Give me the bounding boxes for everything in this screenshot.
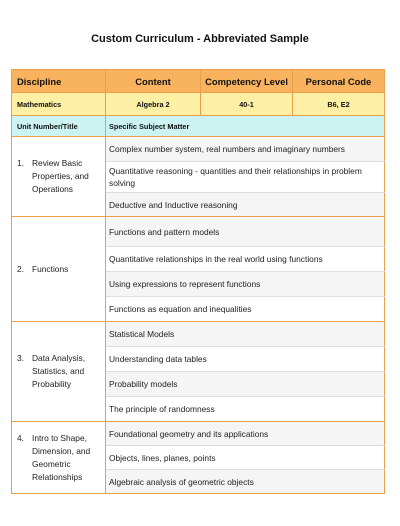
subject-cell: Understanding data tables (106, 347, 385, 372)
subheader-subject: Specific Subject Matter (106, 116, 385, 137)
subject-cell: Complex number system, real numbers and imaginary numbers (106, 137, 385, 162)
unit-number: 1. (17, 158, 24, 168)
unit-cell (12, 217, 106, 322)
subject-cell: Functions and pattern models (106, 217, 385, 247)
subject-cell: Foundational geometry and its applications (106, 422, 385, 446)
curriculum-table (11, 69, 385, 494)
unit-number: 2. (17, 263, 24, 274)
subject-cell: Algebraic analysis of geometric objects (106, 470, 385, 494)
subject-cell: Probability models (106, 372, 385, 397)
header-personal-code: Personal Code (293, 70, 385, 93)
subject-cell: Objects, lines, planes, points (106, 446, 385, 470)
subject-cell: Quantitative relationships in the real world using functions (106, 247, 385, 272)
subject-cell: Statistical Models (106, 322, 385, 347)
table-row (12, 422, 385, 446)
subject-cell: Using expressions to represent functions (106, 272, 385, 297)
header-content: Content (106, 70, 201, 93)
table-row (12, 322, 385, 347)
unit-cell (12, 137, 106, 217)
subheader-row (12, 116, 385, 137)
unit-number: 3. (17, 353, 24, 363)
subject-cell: Deductive and Inductive reasoning (106, 193, 385, 217)
table-row (12, 137, 385, 162)
unit-cell (12, 322, 106, 422)
unit-title: Functions (32, 263, 69, 274)
subject-cell: The principle of randomness (106, 397, 385, 422)
header-competency-level: Competency Level (201, 70, 293, 93)
value-content: Algebra 2 (106, 93, 201, 116)
unit-cell (12, 422, 106, 494)
table-row (12, 217, 385, 247)
unit-title: Review Basic Properties, and Operations (32, 158, 89, 194)
values-row (12, 93, 385, 116)
subject-cell: Functions as equation and inequalities (106, 297, 385, 322)
subject-cell: Quantitative reasoning - quantities and their relationships in problem solving (106, 162, 385, 193)
subheader-unit: Unit Number/Title (12, 116, 106, 137)
header-discipline: Discipline (12, 70, 106, 93)
unit-number: 4. (17, 432, 24, 443)
unit-title: Intro to Shape, Dimension, and Geometric Relationships (32, 432, 91, 482)
header-row (12, 70, 385, 93)
unit-title: Data Analysis, Statistics, and Probability (32, 353, 86, 389)
value-discipline: Mathematics (12, 93, 106, 116)
value-personal-code: B6, E2 (293, 93, 385, 116)
page-title: Custom Curriculum - Abbreviated Sample (91, 33, 309, 45)
value-competency-level: 40-1 (201, 93, 293, 116)
